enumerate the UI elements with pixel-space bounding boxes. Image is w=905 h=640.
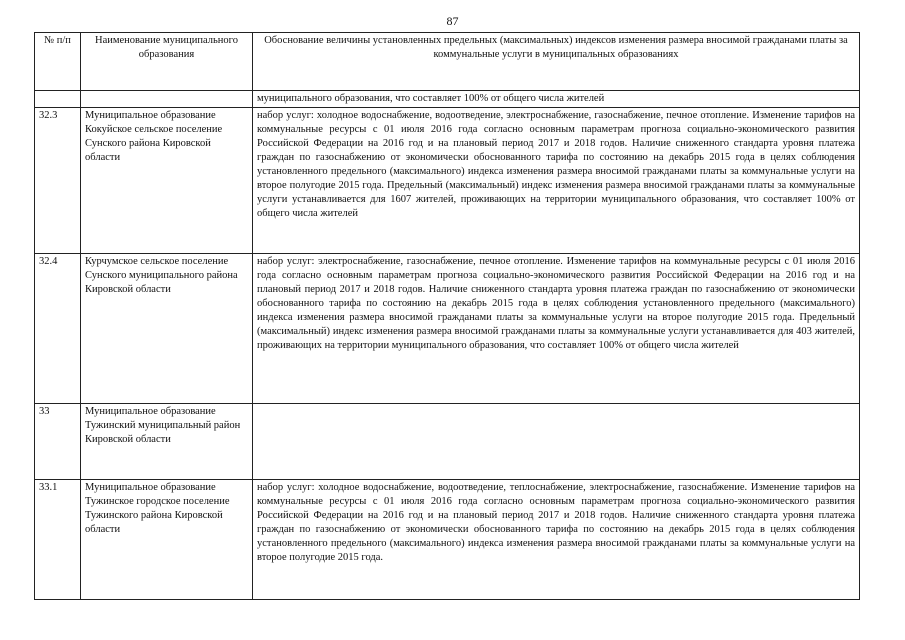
page-number: 87 <box>446 14 459 28</box>
table-header-row <box>35 33 860 91</box>
table-row <box>35 108 860 254</box>
row-basis: муниципального образования, что составляет 100% от общего числа жителей <box>253 91 860 108</box>
header-number: № п/п <box>35 33 81 91</box>
header-municipality-name: Наименование муниципального образования <box>81 33 253 91</box>
row-basis: набор услуг: холодное водоснабжение, водоотведение, теплоснабжение, электроснабжение, газоснабжение. Изменение тарифов на коммунальные ресурсы с 01 июля 2016 года согласно основным параметрам прогноза социально-экономического развития Российской Федерации на 2016 год и на плановый период 2017 и 2018 годов. Наличие сниженного стандарта уровня платежа граждан по газоснабжению от экономически обоснованного тарифа по состоянию на декабрь 2015 года в целях соблюдения установленного предельного (максимального) индекса изменения размера вносимой гражданами платы за коммунальные услуги на второе полугодие 2015 года. <box>253 480 860 600</box>
table-row <box>35 254 860 404</box>
row-basis <box>253 404 860 480</box>
row-municipality-name: Муниципальное образование Кокуйское сельское поселение Сунского района Кировской области <box>81 108 253 254</box>
row-municipality-name: Курчумское сельское поселение Сунского муниципального района Кировской области <box>81 254 253 404</box>
table-row <box>35 404 860 480</box>
row-number <box>35 91 81 108</box>
header-basis: Обоснование величины установленных предельных (максимальных) индексов изменения размера вносимой гражданами платы за коммунальные услуги в муниципальных образованиях <box>253 33 860 91</box>
row-number: 33.1 <box>35 480 81 600</box>
row-number: 32.4 <box>35 254 81 404</box>
row-municipality-name: Муниципальное образование Тужинское городское поселение Тужинского района Кировской области <box>81 480 253 600</box>
table-row <box>35 91 860 108</box>
row-number: 32.3 <box>35 108 81 254</box>
row-municipality-name: Муниципальное образование Тужинский муниципальный район Кировской области <box>81 404 253 480</box>
row-municipality-name <box>81 91 253 108</box>
municipal-index-table <box>34 32 860 600</box>
row-basis: набор услуг: электроснабжение, газоснабжение, печное отопление. Изменение тарифов на коммунальные ресурсы с 01 июля 2016 года согласно основным параметрам прогноза социально-экономического развития Российской Федерации на 2016 год и на плановый период 2017 и 2018 годов. Наличие сниженного стандарта уровня платежа граждан по газоснабжению от экономически обоснованного тарифа по состоянию на декабрь 2015 года в целях соблюдения установленного предельного (максимального) индекса изменения размера вносимой гражданами платы за коммунальные услуги на второе полугодие 2015 года. Предельный (максимальный) индекс изменения размера вносимой гражданами платы за коммунальные услуги устанавливается для 403 жителей, проживающих на территории муниципального образования, что составляет 100% от общего числа жителей <box>253 254 860 404</box>
row-basis: набор услуг: холодное водоснабжение, водоотведение, электроснабжение, газоснабжение, печное отопление. Изменение тарифов на коммунальные ресурсы с 01 июля 2016 года согласно основным параметрам прогноза социально-экономического развития Российской Федерации на 2016 год и на плановый период 2017 и 2018 годов. Наличие сниженного стандарта уровня платежа граждан по газоснабжению от экономически обоснованного тарифа по состоянию на декабрь 2015 года в целях соблюдения установленного предельного (максимального) индекса изменения размера вносимой гражданами платы за коммунальные услуги на второе полугодие 2015 года. Предельный (максимальный) индекс изменения размера вносимой гражданами платы за коммунальные услуги устанавливается для 1607 жителей, проживающих на территории муниципального образования, что составляет 100% от общего числа жителей <box>253 108 860 254</box>
table-row <box>35 480 860 600</box>
row-number: 33 <box>35 404 81 480</box>
